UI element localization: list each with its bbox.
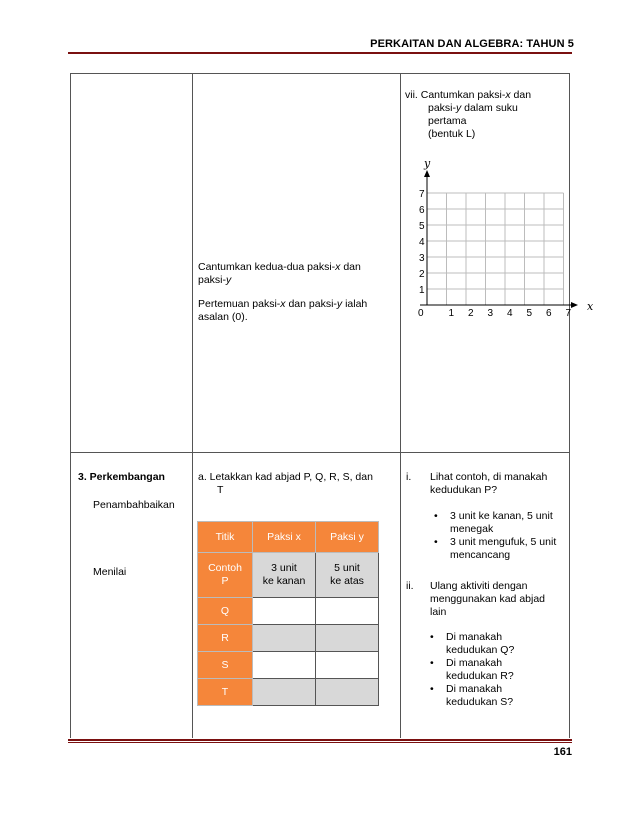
cell-p-x: 3 unit ke kanan <box>253 553 316 598</box>
cell-r-x[interactable] <box>253 625 316 652</box>
x-axis-arrow <box>571 302 578 308</box>
section-title: 3. Perkembangan <box>78 471 165 483</box>
x-tick-label: 3 <box>487 308 494 319</box>
header-rule <box>68 52 572 54</box>
bullet-ii-3: • Di manakah kedudukan S? <box>426 683 566 709</box>
row-s-label: S <box>198 652 253 679</box>
y-tick-label: 4 <box>419 237 425 248</box>
cell-t-y[interactable] <box>316 679 379 706</box>
y-axis-arrow <box>424 170 430 177</box>
coordinate-table <box>197 521 379 706</box>
cell-s-x[interactable] <box>253 652 316 679</box>
row-r-label: R <box>198 625 253 652</box>
header-titik: Titik <box>198 522 253 553</box>
y-tick-label: 1 <box>419 285 425 296</box>
table-col-divider-2 <box>400 73 401 738</box>
header-paksi-y: Paksi y <box>316 522 379 553</box>
grid-lines <box>427 193 564 305</box>
row1-middle-text: Cantumkan kedua-dua paksi-x dan paksi-y Pertemuan paksi-x dan paksi-y ialah asalan (0). <box>198 261 368 323</box>
cell-p-y: 5 unit ke atas <box>316 553 379 598</box>
x-tick-label: 1 <box>448 308 455 319</box>
x-tick-label: 4 <box>507 308 513 319</box>
question-i: i. Lihat contoh, di manakah kedudukan P? • 3 unit ke kanan, 5 unit menegak • 3 unit mengufuk, 5 unit mencancang <box>406 471 566 562</box>
cell-q-y[interactable] <box>316 598 379 625</box>
question-ii: ii. Ulang aktiviti dengan menggunakan kad abjad lain • Di manakah kedudukan Q? • Di manakah kedudukan R? • Di manakah kedudukan S? <box>406 580 566 709</box>
origin-label: 0 <box>418 308 424 319</box>
cell-t-x[interactable] <box>253 679 316 706</box>
cell-q-x[interactable] <box>253 598 316 625</box>
x-tick-label: 5 <box>526 308 533 319</box>
coordinate-grid <box>410 150 600 330</box>
x-tick-label: 6 <box>546 308 552 319</box>
bullet-ii-1: • Di manakah kedudukan Q? <box>426 631 566 657</box>
row-q-label: Q <box>198 598 253 625</box>
page-header-title: PERKAITAN DAN ALGEBRA: TAHUN 5 <box>370 38 574 50</box>
x-tick-label: 2 <box>468 308 474 319</box>
footer-rule-thin <box>68 742 572 743</box>
cell-r-y[interactable] <box>316 625 379 652</box>
stage-menilai: Menilai <box>93 566 127 578</box>
row-t-label: T <box>198 679 253 706</box>
row-contoh-p: Contoh P <box>198 553 253 598</box>
cell-s-y[interactable] <box>316 652 379 679</box>
x-axis-label: x <box>587 300 594 313</box>
row1-right-instruction: vii. Cantumkan paksi-x dan paksi-y dalam suku pertama (bentuk L) <box>405 89 532 140</box>
stage-penambahbaikan: Penambahbaikan <box>93 499 175 511</box>
table-row-divider <box>70 452 570 453</box>
y-tick-label: 2 <box>419 269 425 280</box>
y-tick-label: 3 <box>419 253 425 264</box>
table-border-top <box>70 73 570 74</box>
bullet-i-2: • 3 unit mengufuk, 5 unit mencancang <box>430 536 566 562</box>
page-number: 161 <box>553 746 572 758</box>
item-a-text: a. Letakkan kad abjad P, Q, R, S, dan T <box>198 471 373 496</box>
bullet-i-1: • 3 unit ke kanan, 5 unit menegak <box>430 510 566 536</box>
x-tick-label: 7 <box>565 308 572 319</box>
y-tick-label: 7 <box>419 189 425 200</box>
footer-rule <box>68 739 572 741</box>
y-axis-label: y <box>424 157 431 170</box>
bullet-ii-2: • Di manakah kedudukan R? <box>426 657 566 683</box>
header-paksi-x: Paksi x <box>253 522 316 553</box>
table-border-left <box>70 73 71 738</box>
y-tick-label: 6 <box>419 205 425 216</box>
table-col-divider-1 <box>192 73 193 738</box>
y-tick-label: 5 <box>419 221 425 232</box>
